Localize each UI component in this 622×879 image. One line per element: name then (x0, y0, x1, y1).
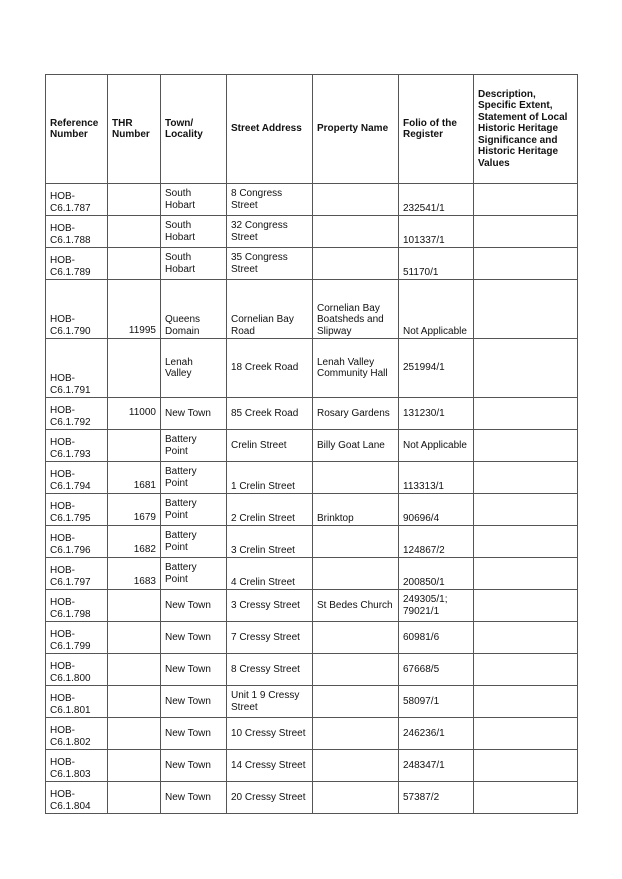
table-row (46, 526, 578, 558)
cell-town: Battery Point (161, 430, 227, 462)
cell-description (474, 558, 578, 590)
cell-property (313, 750, 399, 782)
cell-street: 32 Congress Street (227, 216, 313, 248)
cell-reference: HOB-C6.1.802 (46, 718, 108, 750)
header-folio: Folio of the Register (399, 75, 474, 184)
cell-description (474, 782, 578, 814)
cell-reference: HOB-C6.1.793 (46, 430, 108, 462)
cell-description (474, 398, 578, 430)
cell-thr (108, 782, 161, 814)
table-row (46, 339, 578, 398)
cell-thr (108, 184, 161, 216)
cell-property: Billy Goat Lane (313, 430, 399, 462)
cell-thr (108, 750, 161, 782)
cell-description (474, 248, 578, 280)
cell-description (474, 462, 578, 494)
table-row (46, 430, 578, 462)
cell-reference: HOB-C6.1.801 (46, 686, 108, 718)
cell-folio: Not Applicable (399, 280, 474, 339)
cell-reference: HOB-C6.1.803 (46, 750, 108, 782)
cell-reference: HOB-C6.1.795 (46, 494, 108, 526)
cell-property: Brinktop (313, 494, 399, 526)
cell-reference: HOB-C6.1.798 (46, 590, 108, 622)
cell-street: 18 Creek Road (227, 339, 313, 398)
cell-street: Cornelian Bay Road (227, 280, 313, 339)
cell-folio: 249305/1; 79021/1 (399, 590, 474, 622)
cell-street: 4 Crelin Street (227, 558, 313, 590)
cell-description (474, 430, 578, 462)
table-row (46, 750, 578, 782)
cell-thr (108, 216, 161, 248)
table-row (46, 590, 578, 622)
cell-folio: 232541/1 (399, 184, 474, 216)
header-town-locality: Town/ Locality (161, 75, 227, 184)
cell-property (313, 654, 399, 686)
cell-folio: 60981/6 (399, 622, 474, 654)
table-row (46, 622, 578, 654)
cell-reference: HOB-C6.1.787 (46, 184, 108, 216)
cell-description (474, 526, 578, 558)
cell-description (474, 590, 578, 622)
cell-description (474, 622, 578, 654)
cell-folio: 251994/1 (399, 339, 474, 398)
cell-street: 3 Cressy Street (227, 590, 313, 622)
table-row (46, 184, 578, 216)
cell-street: Crelin Street (227, 430, 313, 462)
cell-property (313, 718, 399, 750)
cell-street: 2 Crelin Street (227, 494, 313, 526)
table-row (46, 280, 578, 339)
cell-property (313, 622, 399, 654)
cell-thr: 11000 (108, 398, 161, 430)
cell-property (313, 184, 399, 216)
header-reference-number: Reference Number (46, 75, 108, 184)
cell-thr: 1681 (108, 462, 161, 494)
cell-town: Battery Point (161, 462, 227, 494)
cell-folio: 248347/1 (399, 750, 474, 782)
cell-town: New Town (161, 718, 227, 750)
cell-town: Battery Point (161, 494, 227, 526)
table-row (46, 686, 578, 718)
cell-folio: 101337/1 (399, 216, 474, 248)
cell-thr (108, 718, 161, 750)
cell-reference: HOB-C6.1.800 (46, 654, 108, 686)
cell-thr: 11995 (108, 280, 161, 339)
cell-description (474, 718, 578, 750)
header-description: Description, Specific Extent, Statement of Local Historic Heritage Significance and Historic Heritage Values (474, 75, 578, 184)
cell-town: New Town (161, 750, 227, 782)
cell-street: Unit 1 9 Cressy Street (227, 686, 313, 718)
header-street-address: Street Address (227, 75, 313, 184)
cell-property (313, 216, 399, 248)
cell-description (474, 654, 578, 686)
cell-property (313, 686, 399, 718)
cell-property: Lenah Valley Community Hall (313, 339, 399, 398)
cell-reference: HOB-C6.1.792 (46, 398, 108, 430)
cell-property: St Bedes Church (313, 590, 399, 622)
cell-reference: HOB-C6.1.789 (46, 248, 108, 280)
header-thr-number: THR Number (108, 75, 161, 184)
cell-description (474, 184, 578, 216)
cell-folio: Not Applicable (399, 430, 474, 462)
cell-town: South Hobart (161, 216, 227, 248)
cell-thr: 1682 (108, 526, 161, 558)
cell-description (474, 686, 578, 718)
cell-street: 35 Congress Street (227, 248, 313, 280)
cell-street: 3 Crelin Street (227, 526, 313, 558)
cell-thr: 1679 (108, 494, 161, 526)
cell-street: 14 Cressy Street (227, 750, 313, 782)
cell-folio: 90696/4 (399, 494, 474, 526)
table-row (46, 718, 578, 750)
table-row (46, 782, 578, 814)
cell-street: 7 Cressy Street (227, 622, 313, 654)
cell-town: New Town (161, 782, 227, 814)
cell-street: 8 Congress Street (227, 184, 313, 216)
cell-town: Battery Point (161, 526, 227, 558)
cell-thr (108, 654, 161, 686)
cell-thr (108, 686, 161, 718)
cell-town: New Town (161, 398, 227, 430)
cell-property: Rosary Gardens (313, 398, 399, 430)
header-property-name: Property Name (313, 75, 399, 184)
table-row (46, 216, 578, 248)
table-row (46, 654, 578, 686)
table-row (46, 248, 578, 280)
cell-town: New Town (161, 622, 227, 654)
cell-thr (108, 430, 161, 462)
cell-town: New Town (161, 590, 227, 622)
table-header-row (46, 75, 578, 184)
cell-property (313, 248, 399, 280)
cell-town: South Hobart (161, 184, 227, 216)
cell-thr (108, 248, 161, 280)
table-row (46, 494, 578, 526)
cell-property (313, 558, 399, 590)
cell-description (474, 216, 578, 248)
cell-property (313, 526, 399, 558)
cell-reference: HOB-C6.1.791 (46, 339, 108, 398)
cell-thr (108, 339, 161, 398)
cell-street: 10 Cressy Street (227, 718, 313, 750)
cell-reference: HOB-C6.1.788 (46, 216, 108, 248)
cell-street: 1 Crelin Street (227, 462, 313, 494)
cell-thr (108, 590, 161, 622)
cell-street: 8 Cressy Street (227, 654, 313, 686)
cell-town: South Hobart (161, 248, 227, 280)
table-row (46, 558, 578, 590)
cell-folio: 67668/5 (399, 654, 474, 686)
cell-folio: 58097/1 (399, 686, 474, 718)
cell-folio: 113313/1 (399, 462, 474, 494)
cell-description (474, 494, 578, 526)
cell-reference: HOB-C6.1.794 (46, 462, 108, 494)
cell-reference: HOB-C6.1.796 (46, 526, 108, 558)
table-row (46, 462, 578, 494)
cell-folio: 131230/1 (399, 398, 474, 430)
cell-reference: HOB-C6.1.804 (46, 782, 108, 814)
cell-description (474, 339, 578, 398)
cell-street: 85 Creek Road (227, 398, 313, 430)
cell-town: New Town (161, 654, 227, 686)
cell-street: 20 Cressy Street (227, 782, 313, 814)
cell-description (474, 280, 578, 339)
cell-reference: HOB-C6.1.797 (46, 558, 108, 590)
cell-folio: 124867/2 (399, 526, 474, 558)
cell-town: New Town (161, 686, 227, 718)
cell-property (313, 782, 399, 814)
cell-reference: HOB-C6.1.790 (46, 280, 108, 339)
cell-property (313, 462, 399, 494)
table-row (46, 398, 578, 430)
cell-reference: HOB-C6.1.799 (46, 622, 108, 654)
cell-property: Cornelian Bay Boatsheds and Slipway (313, 280, 399, 339)
cell-town: Queens Domain (161, 280, 227, 339)
cell-folio: 200850/1 (399, 558, 474, 590)
cell-town: Lenah Valley (161, 339, 227, 398)
cell-folio: 57387/2 (399, 782, 474, 814)
cell-thr (108, 622, 161, 654)
cell-description (474, 750, 578, 782)
heritage-register-table (45, 74, 578, 814)
cell-thr: 1683 (108, 558, 161, 590)
cell-folio: 51170/1 (399, 248, 474, 280)
cell-town: Battery Point (161, 558, 227, 590)
cell-folio: 246236/1 (399, 718, 474, 750)
